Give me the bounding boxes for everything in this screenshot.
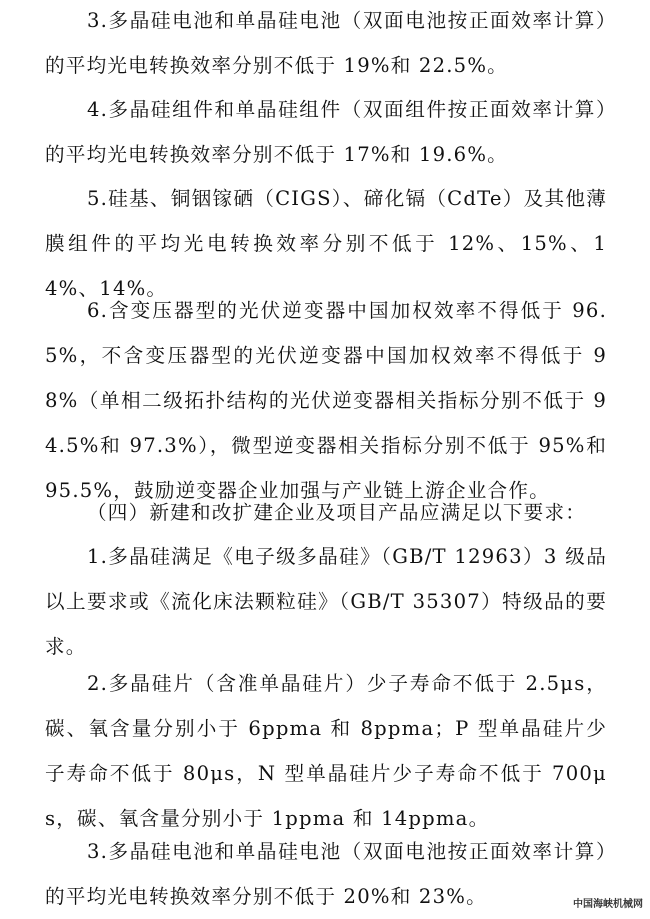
paragraph-item-3-cell-efficiency: 3.多晶硅电池和单晶硅电池（双面电池按正面效率计算）的平均光电转换效率分别不低于 19%和 22.5%。 [45,9,607,77]
paragraph-item-4-module-efficiency: 4.多晶硅组件和单晶硅组件（双面组件按正面效率计算）的平均光电转换效率分别不低于 17%和 19.6%。 [45,98,607,166]
paragraph-item-2-wafer-lifetime: 2.多晶硅片（含准单晶硅片）少子寿命不低于 2.5μs，碳、氧含量分别小于 6ppma 和 8ppma；P 型单晶硅片少子寿命不低于 80μs，N 型单晶硅片少子寿命不低于 700μs，碳、氧含量分别小于 1ppma 和 14ppma。 [45,672,607,830]
paragraph-item-6-inverter-efficiency: 6.含变压器型的光伏逆变器中国加权效率不得低于 96.5%，不含变压器型的光伏逆变器中国加权效率不得低于 98%（单相二级拓扑结构的光伏逆变器相关指标分别不低于 94.5%和 97.3%），微型逆变器相关指标分别不低于 95%和 95.5%，鼓励逆变器企业加强与产业链上游企业合作。 [45,299,607,502]
paragraph-item-3-new-cell-efficiency: 3.多晶硅电池和单晶硅电池（双面电池按正面效率计算）的平均光电转换效率分别不低于 20%和 23%。 [45,840,607,908]
paragraph-item-5-thin-film-efficiency: 5.硅基、铜铟镓硒（CIGS）、碲化镉（CdTe）及其他薄膜组件的平均光电转换效率分别不低于 12%、15%、14%、14%。 [45,187,607,300]
paragraph-item-1-polysilicon: 1.多晶硅满足《电子级多晶硅》（GB/T 12963）3 级品以上要求或《流化床法颗粒硅》（GB/T 35307）特级品的要求。 [45,545,607,658]
section-heading-new-projects: （四）新建和改扩建企业及项目产品应满足以下要求： [87,501,587,524]
site-watermark: 中国海峡机械网 [573,899,643,910]
